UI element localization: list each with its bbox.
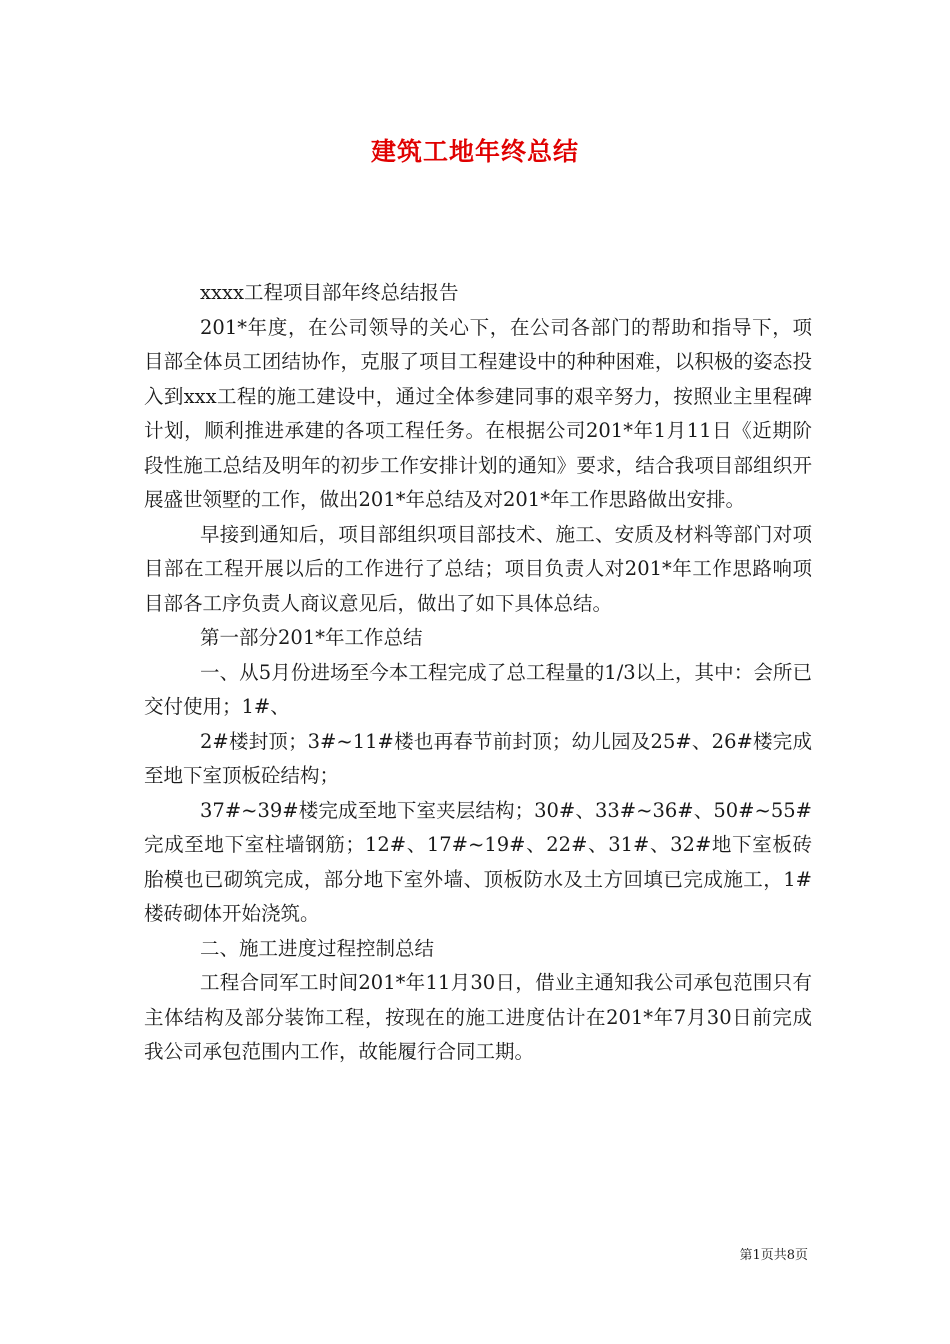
paragraph-progress-2: 2#楼封顶；3#~11#楼也再春节前封顶；幼儿园及25#、26#楼完成至地下室顶板砼结构； <box>144 729 812 787</box>
paragraph-schedule: 工程合同军工时间201*年11月30日，借业主通知我公司承包范围只有主体结构及部分装饰工程，按现在的施工进度估计在201*年7月30日前完成我公司承包范围内工作，故能履行合同工期。 <box>144 971 812 1063</box>
page-number: 第1页共8页 <box>739 1248 808 1263</box>
document-title: 建筑工地年终总结 <box>370 137 579 166</box>
section-heading-schedule: 二、施工进度过程控制总结 <box>200 936 435 960</box>
document-body <box>144 276 812 1070</box>
paragraph-progress-1: 一、从5月份进场至今本工程完成了总工程量的1/3以上，其中：会所已交付使用；1#、 <box>144 660 812 718</box>
section-heading-part-one: 第一部分201*年工作总结 <box>200 626 423 649</box>
paragraph-notification: 早接到通知后，项目部组织项目部技术、施工、安质及材料等部门对项目部在工程开展以后的工作进行了总结；项目负责人对201*年工作思路响项目部各工序负责人商议意见后，做出了如下具体总结。 <box>144 522 812 615</box>
paragraph-progress-3: 37#~39#楼完成至地下室夹层结构；30#、33#~36#、50#~55#完成至地下室柱墙钢筋；12#、17#~19#、22#、31#、32#地下室板砖胎模也已砌筑完成，部分地下室外墙、顶板防水及土方回填已完成施工，1#楼砖砌体开始浇筑。 <box>144 798 812 925</box>
report-heading: xxxx工程项目部年终总结报告 <box>200 281 459 304</box>
paragraph-intro: 201*年度，在公司领导的关心下，在公司各部门的帮助和指导下，项目部全体员工团结协作，克服了项目工程建设中的种种困难，以积极的姿态投入到xxx工程的施工建设中，通过全体参建同事的艰辛努力，按照业主里程碑计划，顺利推进承建的各项工程任务。在根据公司201*年1月11日《近期阶段性施工总结及明年的初步工作安排计划的通知》要求，结合我项目部组织开展盛世领墅的工作，做出201*年总结及对201*年工作思路做出安排。 <box>144 315 812 511</box>
